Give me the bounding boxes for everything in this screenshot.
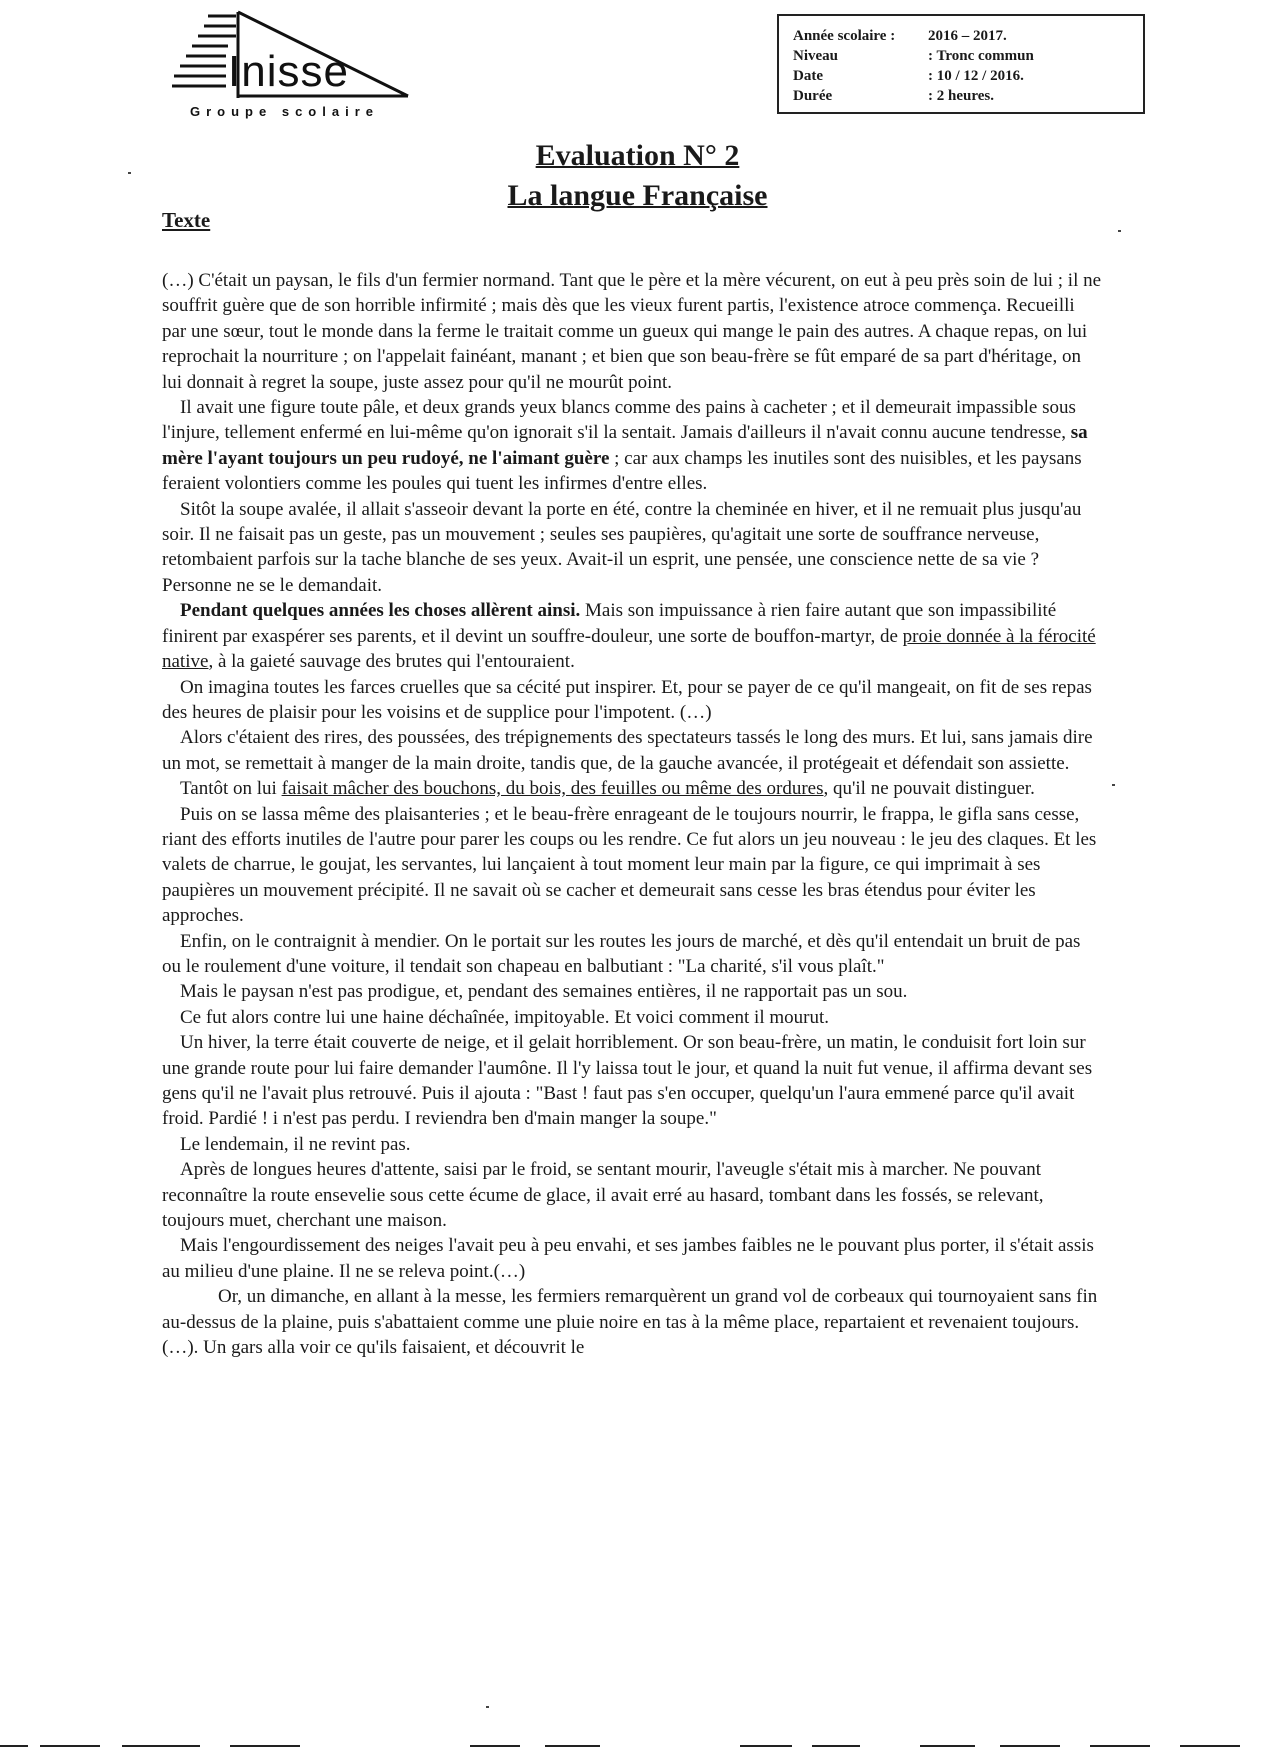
info-value: : Tronc commun [928,48,1034,64]
paragraph-15: Mais l'engourdissement des neiges l'avait peu à peu envahi, et ses jambes faibles ne le pouvant plus porter, il s'était assis au milieu d'une plaine. Il ne se releva point.(…) [162,1235,1094,1282]
info-key: Année scolaire : [793,28,896,44]
paragraph-10: Mais le paysan n'est pas prodigue, et, pendant des semaines entières, il ne rapportait pas un sou. [180,981,908,1003]
scan-speck [486,1706,489,1708]
info-value: : 10 / 12 / 2016. [928,68,1024,84]
footer-scan-lines [0,1732,1275,1752]
info-row-level [793,46,1129,66]
paragraph-4 [162,598,1102,674]
title-evaluation: Evaluation N° 2 [535,139,740,172]
info-row-date [793,66,1129,86]
scan-speck [128,172,131,174]
paragraph-6: Alors c'étaient des rires, des poussées, des trépignements des spectateurs tassés le long des murs. Et lui, sans jamais dire un mot, se remettait à manger de la main droite, tandis que, de la gauche avancée, il protégeait et défendait son assiette. [162,727,1093,774]
school-logo [168,8,468,120]
paragraph-2-part-b: ; car aux champs les inutiles sont des nuisibles, et les paysans feraient volontiers comme les poules qui tuent les infirmes d'entre elles. [162,447,1082,495]
scan-speck [1118,230,1121,232]
paragraph-13: Le lendemain, il ne revint pas. [180,1133,411,1155]
paragraph-3: Sitôt la soupe avalée, il allait s'asseoir devant la porte en été, contre la cheminée en hiver, et il ne remuait plus jusqu'au soir. Il ne faisait pas un geste, pas un mouvement ; seules ses paupières, qu'agitait une sorte de souffrance nerveuse, retombaient parfois sur la tache blanche de ses yeux. Avait-il un esprit, une pensée, une conscience nette de sa vie ? Personne ne se le demandait. [162,498,1082,596]
text-body [162,268,1102,1360]
paragraph-4-underlined: proie donnée à la férocité native [162,625,1096,673]
paragraph-2-part-a: Il avait une figure toute pâle, et deux grands yeux blancs comme des pains à cacheter ; et il demeurait impassible sous l'injure, tellement enfermé en lui-même qu'on ignorait s'il la sentait. Jamais d'ailleurs il n'avait connu aucune tendresse, [162,397,1076,444]
paragraph-11: Ce fut alors contre lui une haine déchaînée, impitoyable. Et voici comment il mourut. [180,1006,829,1028]
scan-speck [1112,784,1115,786]
paragraph-7-underlined: faisait mâcher des bouchons, du bois, des feuilles ou même des ordures [281,778,824,800]
logo-name: Inisse [228,47,349,96]
info-value: : 2 heures. [928,88,994,104]
info-key: Durée [793,88,833,104]
paragraph-4-bold: Pendant quelques années les choses allèrent ainsi. [180,600,581,622]
paragraph-9: Enfin, on le contraignit à mendier. On le portait sur les routes les jours de marché, et dès qu'il entendait un bruit de pas ou le roulement d'une voiture, il tendait son chapeau en balbutiant : "La charité, s'il vous plaît." [162,930,1081,977]
paragraph-7-part-a: Tantôt on lui [180,778,282,800]
paragraph-2 [162,395,1102,497]
exam-info-box [777,14,1145,114]
paragraph-16: Or, un dimanche, en allant à la messe, les fermiers remarquèrent un grand vol de corbeaux qui tournoyaient sans fin au-dessus de la plaine, puis s'abattaient comme une pluie noire en tas à la même place, repartaient et revenaient toujours. (…). Un gars alla voir ce qu'ils faisaient, et découvrit le [162,1286,1098,1359]
info-key: Date [793,68,823,84]
section-label-texte: Texte [162,208,211,232]
page-title [0,136,1275,216]
paragraph-7-part-b: , qu'il ne pouvait distinguer. [823,778,1035,800]
info-row-year [793,26,1129,46]
paragraph-2-bold: sa mère l'ayant toujours un peu rudoyé, ne l'aimant guère [162,422,1088,469]
paragraph-14: Après de longues heures d'attente, saisi par le froid, se sentant mourir, l'aveugle s'était mis à marcher. Ne pouvant reconnaître la route ensevelie sous cette écume de glace, il avait erré au hasard, tombant dans les fossés, se relevant, toujours muet, cherchant une maison. [162,1159,1044,1232]
info-key: Niveau [793,48,838,64]
paragraph-4-part-b: , à la gaieté sauvage des brutes qui l'entouraient. [208,651,575,673]
paragraph-12: Un hiver, la terre était couverte de neige, et il gelait horriblement. Or son beau-frère, un matin, le conduisit fort loin sur une grande route pour lui faire demander l'aumône. Il l'y laissa tout le jour, et quand la nuit fut venue, il affirma devant ses gens qu'il ne l'avait plus retrouvé. Puis il ajouta : "Bast ! faut pas s'en occuper, quelqu'un l'aura emmené parce qu'il avait froid. Pardié ! i n'est pas perdu. I reviendra ben d'main manger la soupe." [162,1032,1093,1130]
info-row-duration [793,86,1129,106]
title-subject: La langue Française [507,179,768,212]
paragraph-7 [162,776,1102,801]
paragraph-5: On imagina toutes les farces cruelles que sa cécité put inspirer. Et, pour se payer de ce qu'il mangeait, on fit de ses repas des heures de plaisir pour les voisins et de supplice pour l'impotent. (…) [162,676,1092,723]
paragraph-1: (…) C'était un paysan, le fils d'un fermier normand. Tant que le père et la mère vécurent, on eut à peu près soin de lui ; il ne souffrit guère que de son horrible infirmité ; mais dès que les vieux furent partis, l'existence atroce commença. Recueilli par une sœur, tout le monde dans la ferme le traitait comme un gueux qui mange le pain des autres. A chaque repas, on lui reprochait la nourriture ; on l'appelait fainéant, manant ; et bien que son beau-frère se fût emparé de sa part d'héritage, on lui donnait à regret la soupe, juste assez pour qu'il ne mourût point. [162,270,1102,393]
info-value: 2016 – 2017. [928,28,1007,44]
logo-subtitle: Groupe scolaire [190,104,379,119]
paragraph-4-part-a: Mais son impuissance à rien faire autant que son impassibilité finirent par exaspérer ses parents, et il devint un souffre-douleur, une sorte de bouffon-martyr, de [162,600,1057,647]
paragraph-8: Puis on se lassa même des plaisanteries ; et le beau-frère enrageant de le toujours nourrir, le frappa, le gifla sans cesse, riant des efforts inutiles de l'autre pour parer les coups ou les rendre. Ce fut alors un jeu nouveau : le jeu des claques. Et les valets de charrue, le goujat, les servantes, lui lançaient à tout moment leur main par la figure, ce qui imprimait à ses paupières un mouvement précipité. Il ne savait où se cacher et demeurait sans cesse les bras étendus pour éviter les approches. [162,803,1097,927]
